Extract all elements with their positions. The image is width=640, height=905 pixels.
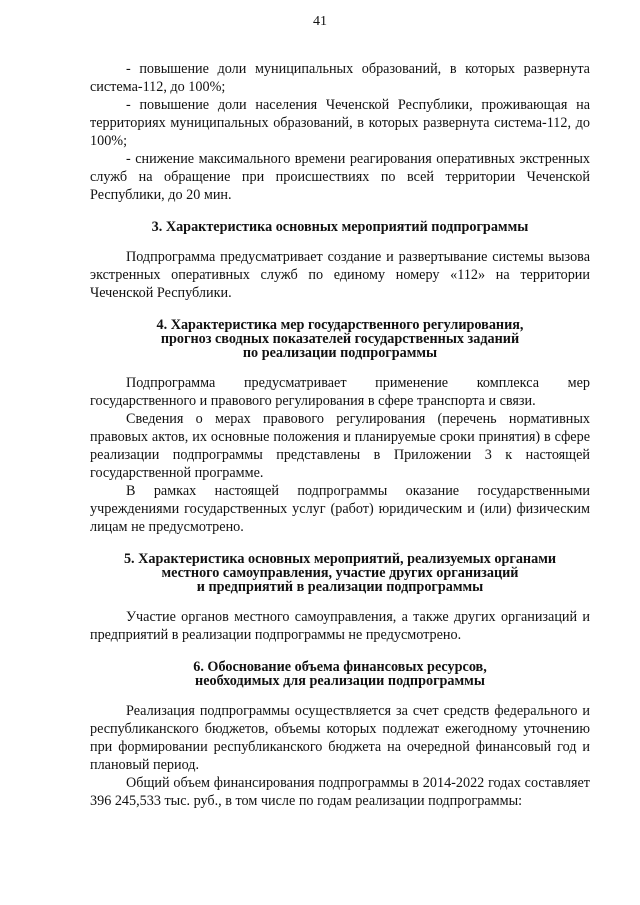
section-5-paragraph: Участие органов местного самоуправления, а также других организаций и предприятий в реализации подпрограммы не предусмотрено. <box>90 609 590 643</box>
section-5-heading: 5. Характеристика основных мероприятий, реализуемых органами местного самоуправления, участие других организаций и предприятий в реализации подпрограммы <box>123 551 557 595</box>
section-6-paragraph: Общий объем финансирования подпрограммы в 2014-2022 годах составляет 396 245,533 тыс. руб., в том числе по годам реализации подпрограммы: <box>90 775 590 809</box>
bullet-item: - повышение доли населения Чеченской Республики, проживающая на территориях муниципальных образований, в которых развернута система-112, до 100%; <box>90 97 590 149</box>
section-4-paragraph: Сведения о мерах правового регулирования (перечень нормативных правовых актов, их основные положения и планируемые сроки принятия) в сфере реализации подпрограммы представлены в Приложении 3 к настоящей государственной программе. <box>90 411 590 481</box>
section-4-paragraph: В рамках настоящей подпрограммы оказание государственными учреждениями государственных услуг (работ) юридическим и (или) физическим лицам не предусмотрено. <box>90 483 590 535</box>
bullet-item: - снижение максимального времени реагирования оперативных экстренных служб на обращение при происшествиях по всей территории Чеченской Республики, до 20 мин. <box>90 151 590 203</box>
section-4-heading: 4. Характеристика мер государственного регулирования, прогноз сводных показателей государственных заданий по реализации подпрограммы <box>156 317 524 361</box>
document-body <box>90 60 590 810</box>
section-6-heading: 6. Обоснование объема финансовых ресурсов, необходимых для реализации подпрограммы <box>193 659 487 689</box>
section-3-heading: 3. Характеристика основных мероприятий подпрограммы <box>151 219 529 235</box>
section-3-paragraph: Подпрограмма предусматривает создание и развертывание системы вызова экстренных оперативных служб по единому номеру «112» на территории Чеченской Республики. <box>90 249 590 301</box>
bullet-item: - повышение доли муниципальных образований, в которых развернута система-112, до 100%; <box>90 61 590 95</box>
section-6-paragraph: Реализация подпрограммы осуществляется за счет средств федерального и республиканского бюджетов, объемы которых подлежат ежегодному уточнению при формировании республиканского бюджета на очередной финансовый год и плановый период. <box>90 703 590 773</box>
section-4-paragraph: Подпрограмма предусматривает применение комплекса мер государственного и правового регулирования в сфере транспорта и связи. <box>90 375 590 409</box>
page-number: 41 <box>313 14 327 29</box>
